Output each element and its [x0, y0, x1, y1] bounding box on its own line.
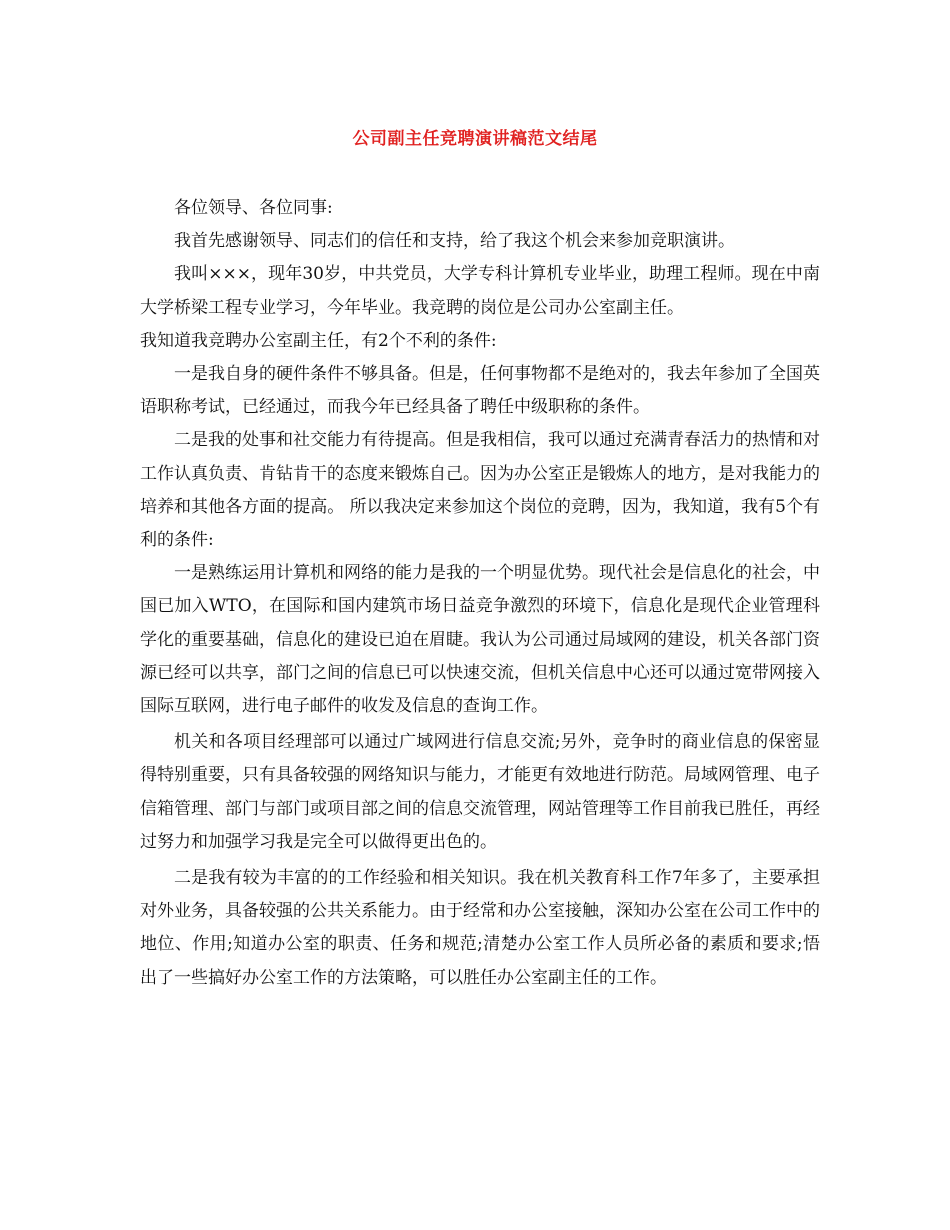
- document-title: 公司副主任竞聘演讲稿范文结尾: [352, 129, 598, 149]
- document-body: [140, 192, 820, 995]
- network-management-paragraph: 机关和各项目经理部可以通过广域网进行信息交流;另外，竞争时的商业信息的保密显得特别重要，只有具备较强的网络知识与能力，才能更有效地进行防范。局域网管理、电子信箱管理、部门与部门或项目部之间的信息交流管理，网站管理等工作目前我已胜任，再经过努力和加强学习我是完全可以做得更出色的。: [140, 732, 820, 852]
- advantage-two-paragraph: 二是我有较为丰富的的工作经验和相关知识。我在机关教育科工作7年多了，主要承担对外业务，具备较强的公共关系能力。由于经常和办公室接触，深知办公室在公司工作中的地位、作用;知道办公室的职责、任务和规范;清楚办公室工作人员所必备的素质和要求;悟出了一些搞好办公室工作的方法策略，可以胜任办公室副主任的工作。: [140, 868, 820, 988]
- disadvantage-two-paragraph: 二是我的处事和社交能力有待提高。但是我相信，我可以通过充满青春活力的热情和对工作认真负责、肯钻肯干的态度来锻炼自己。因为办公室正是锻炼人的地方，是对我能力的培养和其他各方面的提高。 所以我决定来参加这个岗位的竞聘，因为，我知道，我有5个有利的条件:: [140, 430, 820, 551]
- disadvantage-one-paragraph: 一是我自身的硬件条件不够具备。但是，任何事物都不是绝对的，我去年参加了全国英语职称考试，已经通过，而我今年已经具备了聘任中级职称的条件。: [140, 364, 820, 418]
- disadvantages-intro-paragraph: 我知道我竞聘办公室副主任，有2个不利的条件:: [140, 330, 497, 351]
- thanks-paragraph: 我首先感谢领导、同志们的信任和支持，给了我这个机会来参加竞职演讲。: [174, 231, 735, 252]
- advantage-one-paragraph: 一是熟练运用计算机和网络的能力是我的一个明显优势。现代社会是信息化的社会，中国已加入WTO，在国际和国内建筑市场日益竞争激烈的环境下，信息化是现代企业管理科学化的重要基础，信息化的建设已迫在眉睫。我认为公司通过局域网的建设，机关各部门资源已经可以共享，部门之间的信息已可以快速交流，但机关信息中心还可以通过宽带网接入国际互联网，进行电子邮件的收发及信息的查询工作。: [140, 563, 820, 717]
- greeting-paragraph: 各位领导、各位同事:: [174, 198, 333, 218]
- self-intro-paragraph: 我叫×××，现年30岁，中共党员，大学专科计算机专业毕业，助理工程师。现在中南大学桥梁工程专业学习，今年毕业。我竞聘的岗位是公司办公室副主任。: [140, 264, 820, 318]
